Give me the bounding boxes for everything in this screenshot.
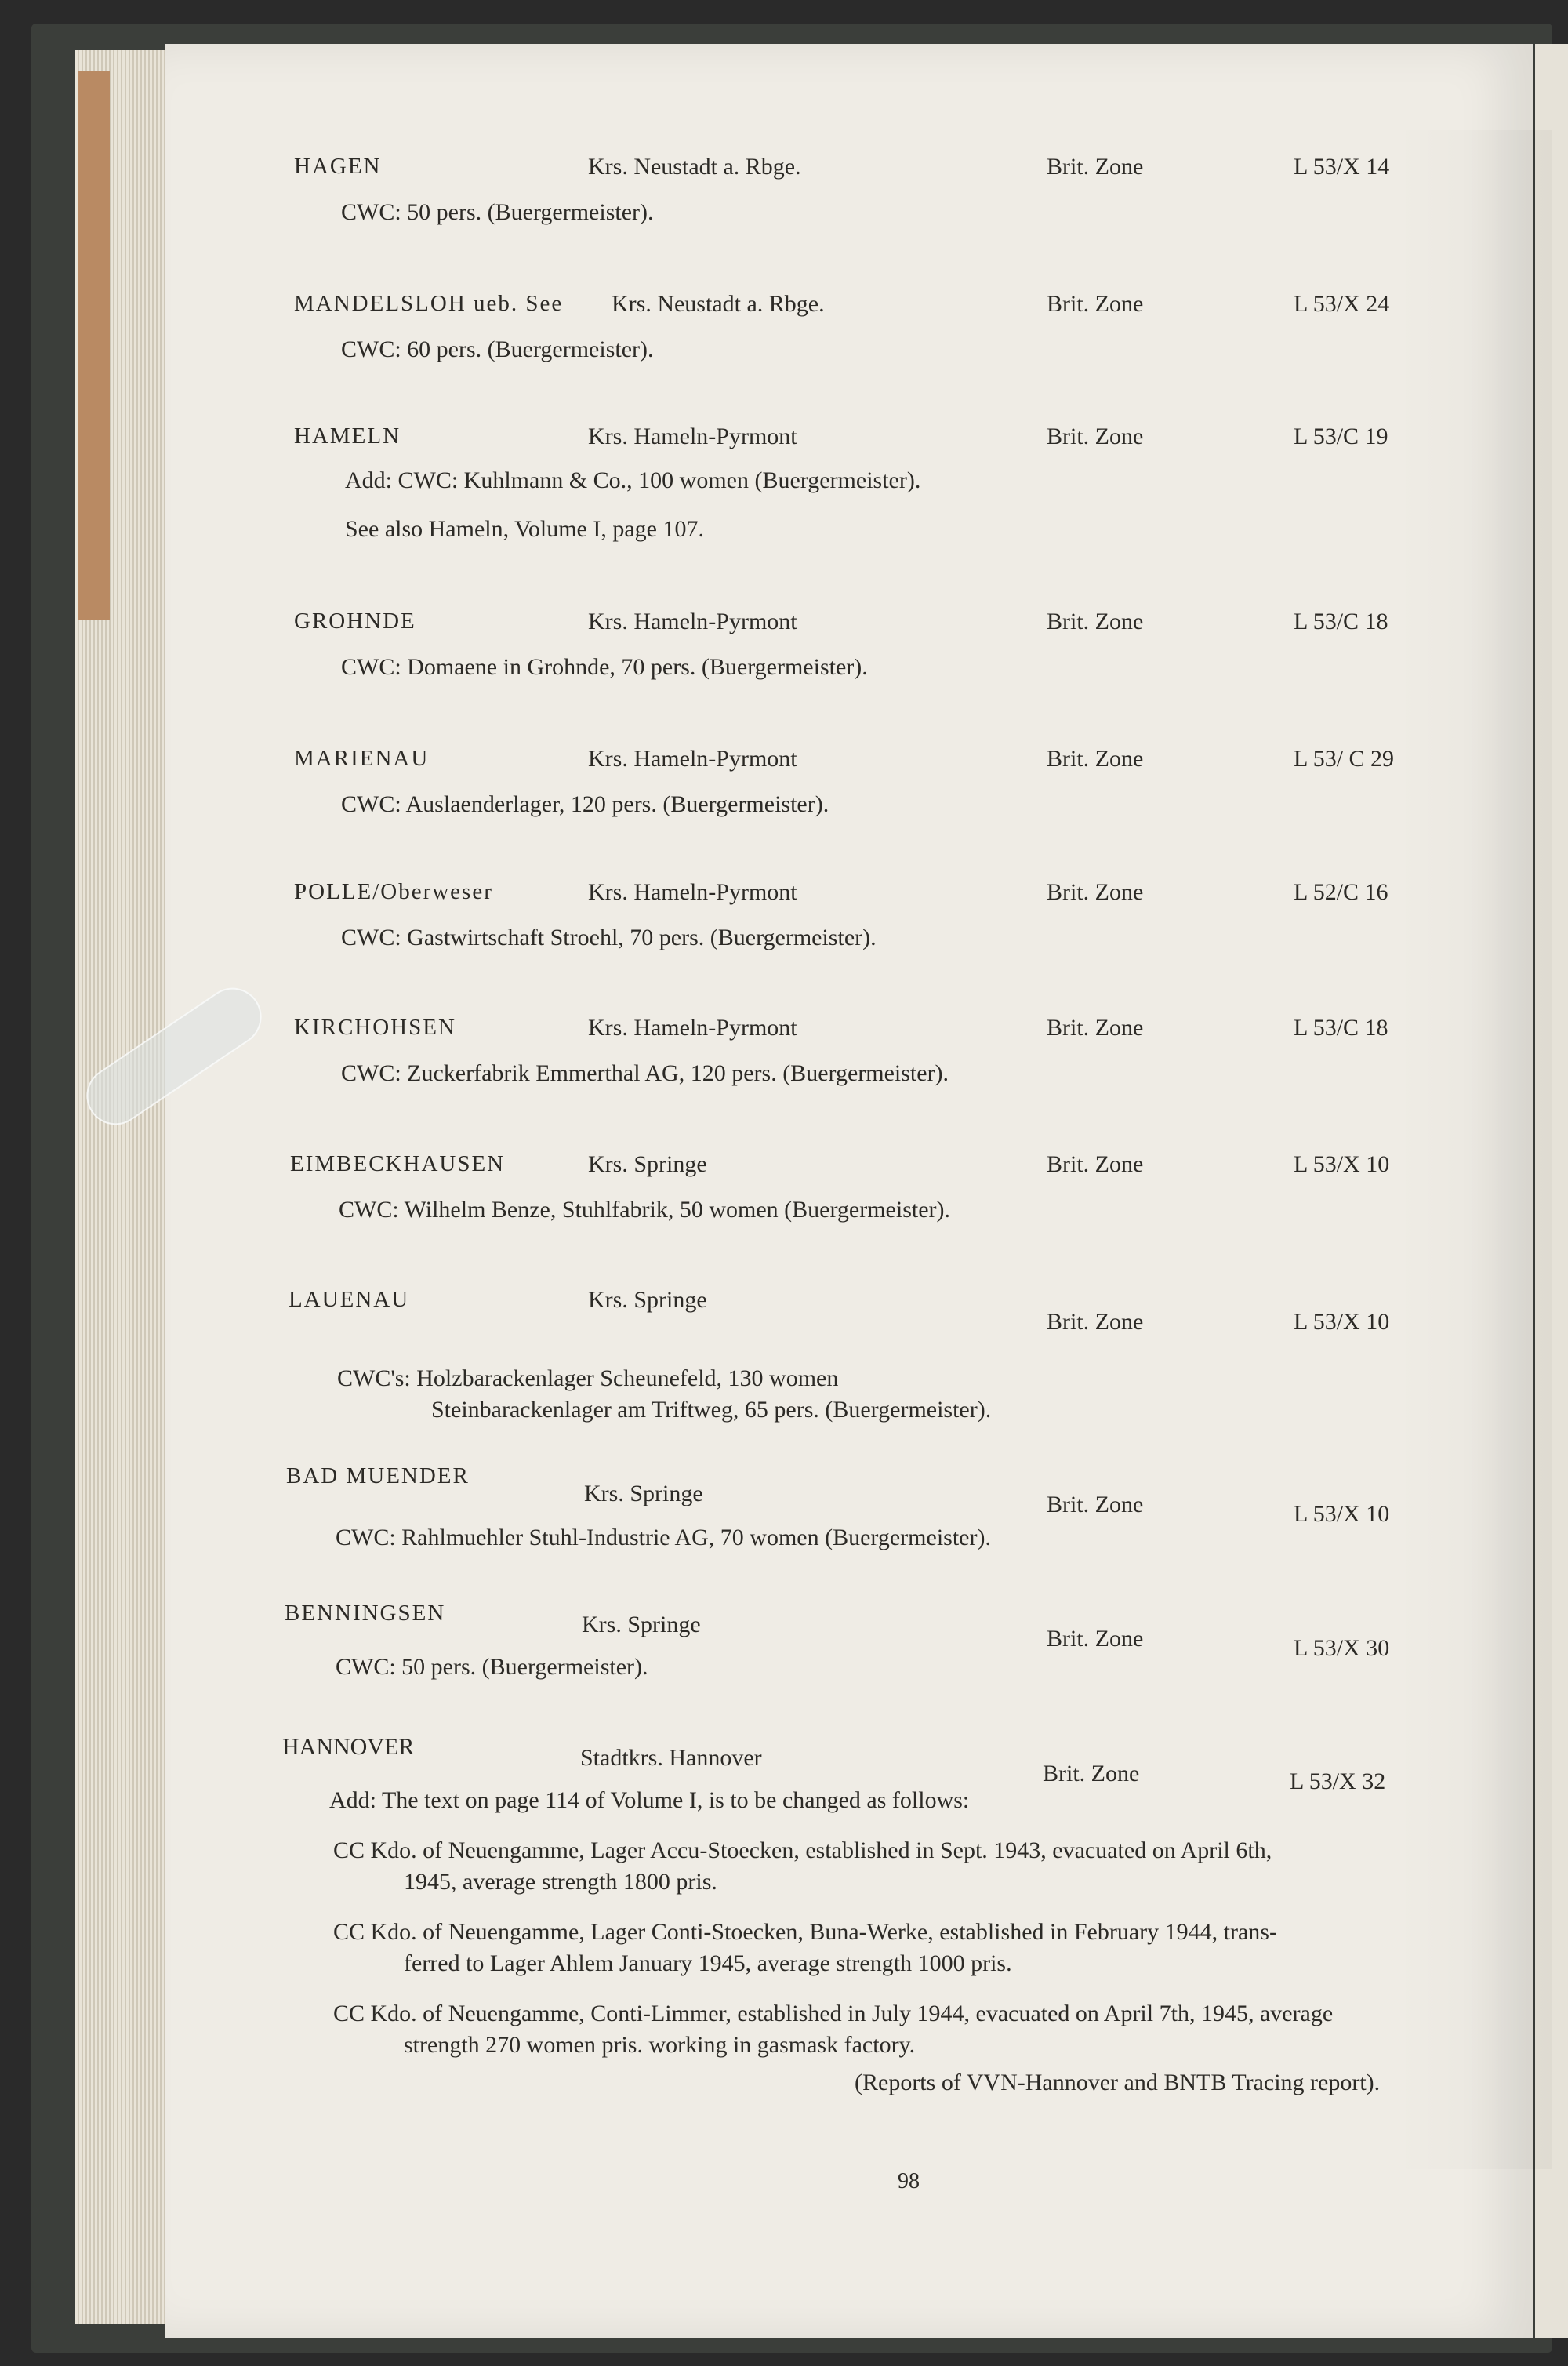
zone: Brit. Zone (1047, 1626, 1144, 1652)
entry-detail: CWC: Auslaenderlager, 120 pers. (Buergermeister). (341, 791, 829, 817)
district: Stadtkrs. Hannover (580, 1745, 762, 1771)
map-reference: L 53/C 18 (1294, 1015, 1388, 1041)
district: Krs. Hameln-Pyrmont (588, 1015, 797, 1041)
entry-list (165, 44, 1533, 2338)
place-name: LAUENAU (289, 1287, 410, 1312)
place-name: HAMELN (294, 423, 401, 449)
map-reference: L 53/C 19 (1294, 423, 1388, 449)
place-name: KIRCHOHSEN (294, 1015, 456, 1040)
entry-detail: CWC: 50 pers. (Buergermeister). (336, 1654, 648, 1680)
entry-mandelsloh (165, 291, 1533, 432)
place-name: HAGEN (294, 154, 382, 179)
entry-detail: CWC: Wilhelm Benze, Stuhlfabrik, 50 women (Buergermeister). (339, 1197, 951, 1223)
entry-polle (165, 879, 1533, 1020)
zone: Brit. Zone (1047, 423, 1144, 449)
entry-detail: CWC's: Holzbarackenlager Scheunefeld, 130 women (337, 1365, 839, 1391)
camp-entry-3-cont: strength 270 women pris. working in gasmask factory. (404, 2032, 916, 2058)
entry-detail: CWC: 50 pers. (Buergermeister). (341, 199, 654, 225)
zone: Brit. Zone (1047, 746, 1144, 772)
map-reference: L 53/X 24 (1294, 291, 1390, 317)
zone: Brit. Zone (1043, 1761, 1140, 1786)
district: Krs. Springe (588, 1151, 707, 1177)
see-also: See also Hameln, Volume I, page 107. (345, 516, 704, 542)
map-reference: L 53/C 18 (1294, 609, 1388, 634)
zone: Brit. Zone (1047, 1492, 1144, 1517)
place-name: MARIENAU (294, 746, 430, 771)
map-reference: L 53/X 10 (1294, 1501, 1390, 1527)
entry-hagen (165, 154, 1533, 295)
entry-detail: Add: CWC: Kuhlmann & Co., 100 women (Buergermeister). (345, 467, 921, 493)
amendment-intro: Add: The text on page 114 of Volume I, is to be changed as follows: (329, 1787, 970, 1813)
camp-entry-3: CC Kdo. of Neuengamme, Conti-Limmer, established in July 1944, evacuated on April 7th, 1945, average (333, 2001, 1334, 2026)
zone: Brit. Zone (1047, 154, 1144, 180)
place-name: GROHNDE (294, 609, 416, 634)
zone: Brit. Zone (1047, 1015, 1144, 1041)
book-page (165, 44, 1533, 2338)
entry-hannover (165, 1734, 1533, 2126)
entry-eimbeckhausen (165, 1151, 1533, 1292)
camp-entry-1-cont: 1945, average strength 1800 pris. (404, 1869, 717, 1895)
camp-entry-2: CC Kdo. of Neuengamme, Lager Conti-Stoecken, Buna-Werke, established in February 1944, trans- (333, 1919, 1277, 1945)
map-reference: L 53/X 10 (1294, 1309, 1390, 1335)
zone: Brit. Zone (1047, 1151, 1144, 1177)
entry-marienau (165, 746, 1533, 887)
place-name: MANDELSLOH ueb. See (294, 291, 564, 316)
zone: Brit. Zone (1047, 609, 1144, 634)
entry-hameln (165, 423, 1533, 565)
entry-lauenau (165, 1287, 1533, 1428)
place-name: BAD MUENDER (286, 1463, 470, 1488)
district: Krs. Hameln-Pyrmont (588, 423, 797, 449)
camp-entry-2-cont: ferred to Lager Ahlem January 1945, average strength 1000 pris. (404, 1950, 1012, 1976)
map-reference: L 53/X 10 (1294, 1151, 1390, 1177)
entry-bad-muender (165, 1463, 1533, 1605)
zone: Brit. Zone (1047, 1309, 1144, 1335)
source-note: (Reports of VVN-Hannover and BNTB Tracing report). (855, 2070, 1381, 2095)
map-reference: L 53/X 14 (1294, 154, 1390, 180)
place-name: EIMBECKHAUSEN (290, 1151, 506, 1176)
entry-detail: CWC: Zuckerfabrik Emmerthal AG, 120 pers. (Buergermeister). (341, 1060, 949, 1086)
entry-benningsen (165, 1601, 1533, 1742)
entry-detail-2: Steinbarackenlager am Triftweg, 65 pers. (Buergermeister). (431, 1397, 992, 1423)
district: Krs. Hameln-Pyrmont (588, 879, 797, 905)
entry-detail: CWC: Domaene in Grohnde, 70 pers. (Buergermeister). (341, 654, 868, 680)
district: Krs. Springe (584, 1481, 703, 1506)
district: Krs. Springe (582, 1612, 701, 1637)
page-edge (78, 71, 110, 620)
camp-entry-1: CC Kdo. of Neuengamme, Lager Accu-Stoecken, established in Sept. 1943, evacuated on April 6th, (333, 1837, 1272, 1863)
entry-detail: CWC: 60 pers. (Buergermeister). (341, 336, 654, 362)
district: Krs. Neustadt a. Rbge. (612, 291, 825, 317)
entry-detail: CWC: Rahlmuehler Stuhl-Industrie AG, 70 women (Buergermeister). (336, 1525, 991, 1550)
map-reference: L 53/X 30 (1294, 1635, 1390, 1661)
entry-grohnde (165, 609, 1533, 750)
district: Krs. Hameln-Pyrmont (588, 609, 797, 634)
map-reference: L 53/X 32 (1290, 1768, 1386, 1794)
entry-detail: CWC: Gastwirtschaft Stroehl, 70 pers. (Buergermeister). (341, 925, 877, 950)
place-name: BENNINGSEN (285, 1601, 446, 1626)
entry-kirchohsen (165, 1015, 1533, 1156)
map-reference: L 53/ C 29 (1294, 746, 1395, 772)
district: Krs. Neustadt a. Rbge. (588, 154, 801, 180)
zone: Brit. Zone (1047, 879, 1144, 905)
place-name: HANNOVER (282, 1734, 415, 1760)
district: Krs. Hameln-Pyrmont (588, 746, 797, 772)
district: Krs. Springe (588, 1287, 707, 1313)
map-reference: L 52/C 16 (1294, 879, 1388, 905)
page-number: 98 (898, 2169, 920, 2193)
place-name: POLLE/Oberweser (294, 879, 493, 904)
zone: Brit. Zone (1047, 291, 1144, 317)
